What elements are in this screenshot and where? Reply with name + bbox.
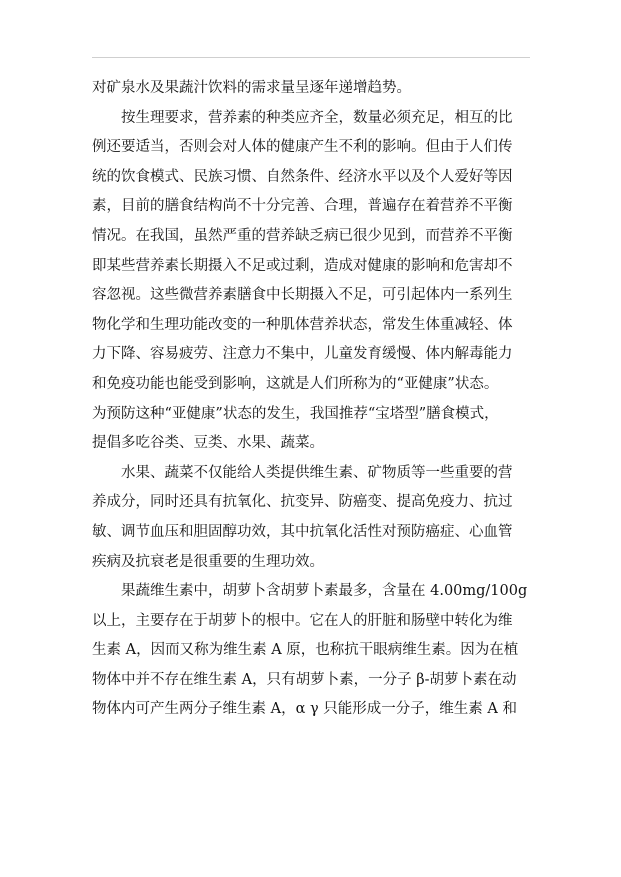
text-line: 对矿泉水及果蔬汁饮料的需求量呈逐年递增趋势。	[92, 80, 411, 96]
paragraph-start-line: 水果、蔬菜不仅能给人类提供维生素、矿物质等一些重要的营	[121, 464, 513, 481]
text-line: 容忽视。这些微营养素膳食中长期摄入不足，可引起体内一系列生	[92, 287, 513, 304]
paragraph-start-line: 果蔬维生素中，胡萝卜含胡萝卜素最多，含量在 4.00mg/100g	[121, 583, 528, 600]
document-body	[92, 74, 532, 725]
text-line: 养成分，同时还具有抗氧化、抗变异、防癌变、提高免疫力、抗过	[92, 494, 513, 511]
text-line: 生素 A，因而又称为维生素 A 原，也称抗干眼病维生素。因为在植	[92, 642, 519, 659]
header-rule	[92, 57, 530, 58]
text-line: 例还要适当，否则会对人体的健康产生不利的影响。但由于人们传	[92, 139, 513, 156]
text-line: 情况。在我国，虽然严重的营养缺乏病已很少见到，而营养不平衡	[92, 227, 513, 244]
text-line: 疾病及抗衰老是很重要的生理功效。	[92, 553, 324, 570]
text-line: 以上，主要存在于胡萝卜的根中。它在人的肝脏和肠壁中转化为维	[92, 612, 513, 629]
text-line: 力下降、容易疲劳、注意力不集中，儿童发育缓慢、体内解毒能力	[92, 346, 513, 363]
text-line: 物化学和生理功能改变的一种肌体营养状态，常发生体重减轻、体	[92, 316, 513, 333]
text-line: 素，目前的膳食结构尚不十分完善、合理，普遍存在着营养不平衡	[92, 198, 513, 215]
text-line: 提倡多吃谷类、豆类、水果、蔬菜。	[92, 435, 324, 452]
paragraph-start-line: 按生理要求，营养素的种类应齐全，数量必须充足，相互的比	[121, 109, 513, 126]
text-line: 即某些营养素长期摄入不足或过剩，造成对健康的影响和危害却不	[92, 257, 513, 274]
text-line: 和免疫功能也能受到影响，这就是人们所称为的“亚健康”状态。	[92, 375, 499, 392]
text-line: 敏、调节血压和胆固醇功效，其中抗氧化活性对预防癌症、心血管	[92, 523, 513, 540]
text-line: 物体内可产生两分子维生素 A，α γ 只能形成一分子，维生素 A 和	[92, 701, 517, 718]
text-line: 统的饮食模式、民族习惯、自然条件、经济水平以及个人爱好等因	[92, 168, 513, 185]
text-line: 物体中并不存在维生素 A，只有胡萝卜素，一分子 β-胡萝卜素在动	[92, 671, 517, 688]
text-line: 为预防这种“亚健康”状态的发生，我国推荐“宝塔型”膳食模式，	[92, 405, 499, 422]
